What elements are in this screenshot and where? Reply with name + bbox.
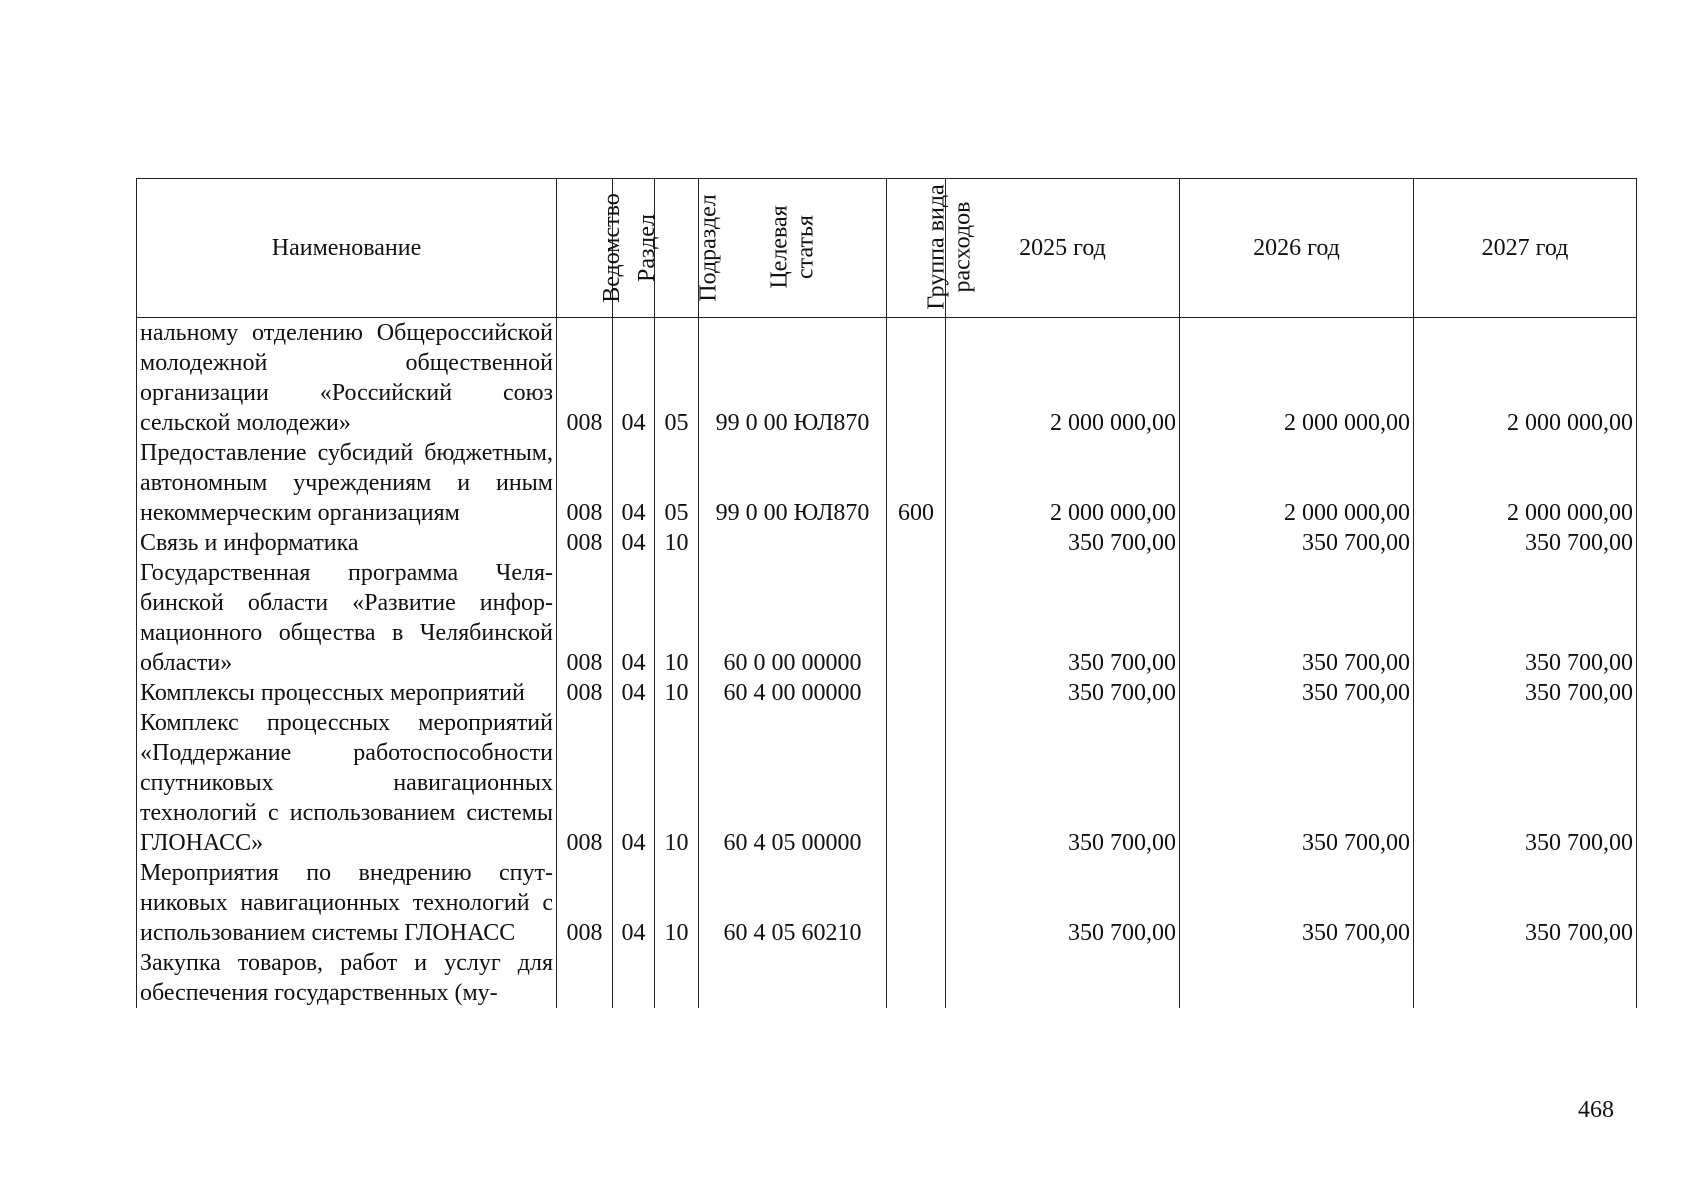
- cell-dept: 008: [557, 528, 613, 558]
- cell-group: [887, 858, 946, 948]
- cell-2025: 350 700,00: [946, 558, 1180, 678]
- table-row: [137, 438, 1637, 528]
- cell-group: [887, 318, 946, 439]
- cell-dept: 008: [557, 858, 613, 948]
- cell-2025: 2 000 000,00: [946, 318, 1180, 439]
- cell-target: 60 4 05 60210: [699, 858, 887, 948]
- cell-2026: 350 700,00: [1180, 708, 1414, 858]
- cell-name: Мероприятия по внедрению спутниковых навигационных технологий с использованием системы ГЛОНАСС: [137, 858, 557, 948]
- cell-2026: 2 000 000,00: [1180, 438, 1414, 528]
- cell-section: [613, 948, 655, 1008]
- header-2027: 2027 год: [1414, 179, 1637, 318]
- cell-2027: 350 700,00: [1414, 858, 1637, 948]
- cell-group: 600: [887, 438, 946, 528]
- header-group: [887, 179, 976, 318]
- header-dept: Ведомство: [557, 179, 613, 318]
- cell-target: 99 0 00 ЮЛ870: [699, 438, 887, 528]
- cell-subsection: 10: [655, 678, 699, 708]
- cell-2026: 2 000 000,00: [1180, 318, 1414, 439]
- cell-subsection: 05: [655, 438, 699, 528]
- cell-section: 04: [613, 438, 655, 528]
- cell-name: нальному отделению Общероссийской молодежной общественной организации «Российский союз сельской молодежи»: [137, 318, 557, 439]
- cell-dept: 008: [557, 438, 613, 528]
- cell-target: [699, 528, 887, 558]
- header-subsection: Подраздел: [655, 179, 699, 318]
- cell-2026: 350 700,00: [1180, 558, 1414, 678]
- cell-target: [699, 948, 887, 1008]
- cell-subsection: 10: [655, 858, 699, 948]
- header-target-line1: Целевая: [766, 205, 793, 289]
- cell-group: [887, 708, 946, 858]
- cell-2027: 2 000 000,00: [1414, 438, 1637, 528]
- cell-target: 99 0 00 ЮЛ870: [699, 318, 887, 439]
- cell-2027: 350 700,00: [1414, 558, 1637, 678]
- header-2025: 2025 год: [946, 179, 1180, 318]
- cell-2026: 350 700,00: [1180, 858, 1414, 948]
- cell-name: Предоставление субсидий бюджетным, автономным учреждениям и иным некоммерческим организациям: [137, 438, 557, 528]
- cell-subsection: 05: [655, 318, 699, 439]
- cell-section: 04: [613, 528, 655, 558]
- header-group-line1: Группа вида: [923, 184, 950, 310]
- cell-group: [887, 678, 946, 708]
- table-row: [137, 678, 1637, 708]
- table-row: [137, 858, 1637, 948]
- table-header-row: [137, 179, 1637, 318]
- page-number: 468: [1578, 1097, 1614, 1123]
- header-2026: 2026 год: [1180, 179, 1414, 318]
- cell-name: Комплексы процессных мероприятий: [137, 678, 557, 708]
- cell-2027: 2 000 000,00: [1414, 318, 1637, 439]
- cell-name: Государственная программа Челябинской области «Развитие информационного общества в Челябинской области»: [137, 558, 557, 678]
- cell-group: [887, 558, 946, 678]
- cell-dept: 008: [557, 708, 613, 858]
- cell-2026: [1180, 948, 1414, 1008]
- cell-subsection: 10: [655, 558, 699, 678]
- cell-2027: [1414, 948, 1637, 1008]
- cell-target: 60 4 00 00000: [699, 678, 887, 708]
- budget-table: [136, 178, 1637, 1008]
- header-name: Наименование: [137, 179, 557, 318]
- cell-target: 60 4 05 00000: [699, 708, 887, 858]
- header-section: Раздел: [613, 179, 655, 318]
- cell-dept: 008: [557, 318, 613, 439]
- cell-section: 04: [613, 858, 655, 948]
- cell-2025: 350 700,00: [946, 858, 1180, 948]
- table-row: [137, 318, 1637, 439]
- cell-section: 04: [613, 318, 655, 439]
- table-row: [137, 948, 1637, 1008]
- cell-section: 04: [613, 558, 655, 678]
- cell-2027: 350 700,00: [1414, 528, 1637, 558]
- header-target-line2: статья: [792, 215, 819, 279]
- cell-section: 04: [613, 708, 655, 858]
- cell-subsection: [655, 948, 699, 1008]
- cell-group: [887, 528, 946, 558]
- header-target: [699, 179, 887, 318]
- cell-subsection: 10: [655, 528, 699, 558]
- cell-target: 60 0 00 00000: [699, 558, 887, 678]
- cell-2025: 2 000 000,00: [946, 438, 1180, 528]
- cell-2025: 350 700,00: [946, 528, 1180, 558]
- cell-2025: [946, 948, 1180, 1008]
- cell-dept: 008: [557, 678, 613, 708]
- cell-2025: 350 700,00: [946, 678, 1180, 708]
- cell-group: [887, 948, 946, 1008]
- cell-subsection: 10: [655, 708, 699, 858]
- cell-2026: 350 700,00: [1180, 678, 1414, 708]
- header-group-line2: расходов: [949, 201, 976, 293]
- cell-2025: 350 700,00: [946, 708, 1180, 858]
- cell-name: Связь и информатика: [137, 528, 557, 558]
- cell-name: Закупка товаров, работ и услуг для обеспечения государственных (му-: [137, 948, 557, 1008]
- cell-dept: 008: [557, 558, 613, 678]
- cell-name: Комплекс процессных мероприятий «Поддержание работоспособности спутниковых навигационных технологий с использованием системы ГЛОНАСС»: [137, 708, 557, 858]
- table-row: [137, 558, 1637, 678]
- cell-section: 04: [613, 678, 655, 708]
- cell-2027: 350 700,00: [1414, 708, 1637, 858]
- cell-dept: [557, 948, 613, 1008]
- cell-2027: 350 700,00: [1414, 678, 1637, 708]
- cell-2026: 350 700,00: [1180, 528, 1414, 558]
- table-row: [137, 528, 1637, 558]
- table-row: [137, 708, 1637, 858]
